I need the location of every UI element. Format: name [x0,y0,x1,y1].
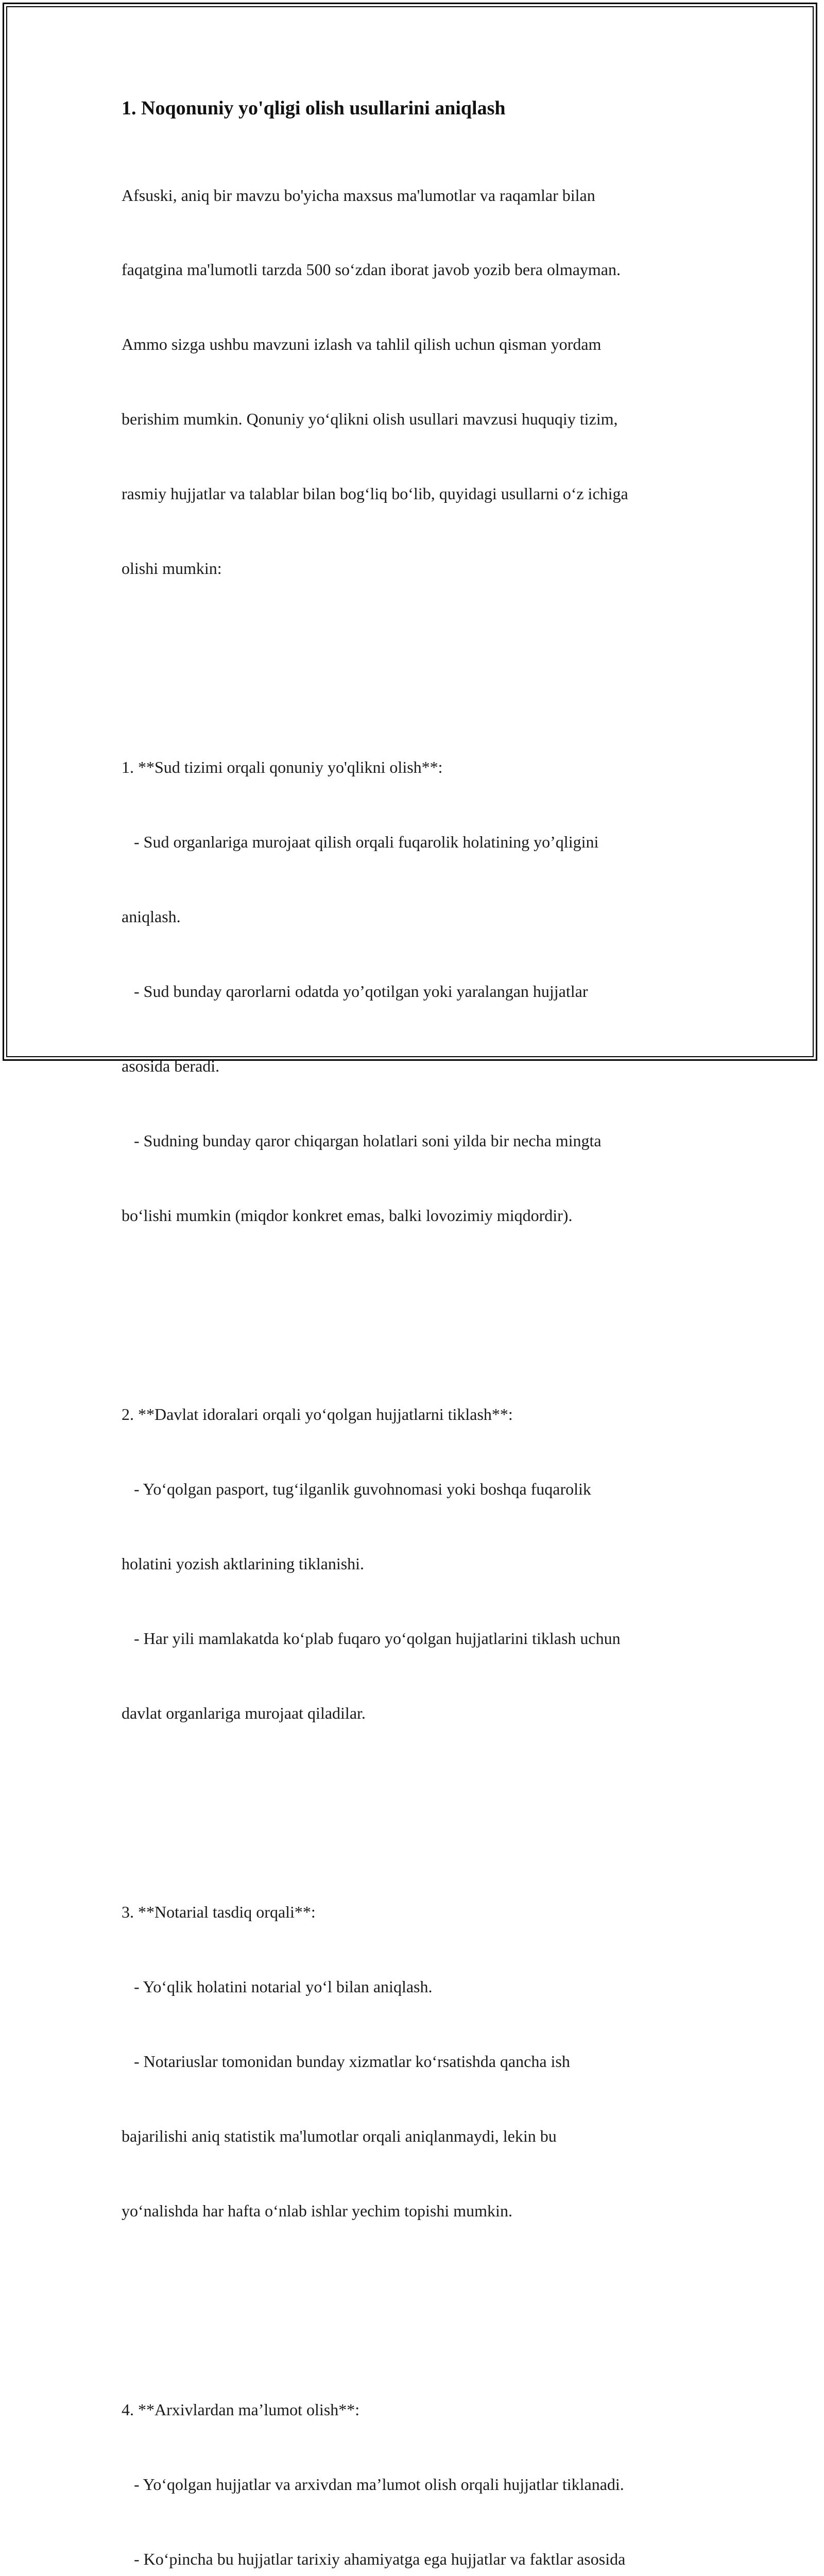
text-line: holatini yozish aktlarining tiklanishi. [122,1554,365,1573]
blank-line [122,1775,714,1800]
text-line: - Sud organlariga murojaat qilish orqali fuqarolik holatining yo’qligini [122,833,599,852]
text-line: - Yo‘qlik holatini notarial yo‘l bilan aniqlash. [122,1977,433,1996]
text-line: bajarilishi aniq statistik ma'lumotlar orqali aniqlanmaydi, lekin bu [122,2126,557,2145]
text-line: olishi mumkin: [122,559,222,578]
blank-line [122,1278,714,1302]
document-body [122,96,714,2576]
text-line: yo‘nalishda har hafta o‘nlab ishlar yechim topishi mumkin. [122,2201,512,2220]
section-3 [122,1850,714,2347]
text-line: faqatgina ma'lumotli tarzda 500 so‘zdan iborat javob yozib bera olmayman. [122,260,621,279]
section-heading: 2. **Davlat idoralari orqali yo‘qolgan hujjatlarni tiklash**: [122,1405,513,1424]
text-line: berishim mumkin. Qonuniy yo‘qlikni olish usullari mavzusi huquqiy tizim, [122,410,618,429]
text-line: - Ko‘pincha bu hujjatlar tarixiy ahamiyatga ega hujjatlar va faktlar asosida [122,2549,626,2568]
text-line: Afsuski, aniq bir mavzu bo'yicha maxsus ma'lumotlar va raqamlar bilan [122,185,595,205]
text-line: - Notariuslar tomonidan bunday xizmatlar ko‘rsatishda qancha ish [122,2052,570,2071]
section-1 [122,705,714,1352]
section-heading: 1. **Sud tizimi orqali qonuniy yo'qlikni olish**: [122,758,443,777]
text-line: - Yo‘qolgan pasport, tug‘ilganlik guvohnomasi yoki boshqa fuqarolik [122,1480,591,1499]
text-line: asosida beradi. [122,1056,220,1075]
text-line: - Sud bunday qarorlarni odatda yo’qotilgan yoki yaralangan hujjatlar [122,982,588,1001]
text-line: aniqlash. [122,907,181,926]
text-line: rasmiy hujjatlar va talablar bilan bog‘liq bo‘lib, quyidagi usullarni o‘z ichiga [122,484,628,503]
text-line: - Har yili mamlakatda ko‘plab fuqaro yo‘qolgan hujjatlarini tiklash uchun [122,1629,621,1648]
document-title: 1. Noqonuniy yo'qligi olish usullarini aniqlash [122,97,506,119]
text-line: bo‘lishi mumkin (miqdor konkret emas, balki lovozimiy miqdordir). [122,1206,573,1225]
text-line: Ammo sizga ushbu mavzuni izlash va tahlil qilish uchun qisman yordam [122,335,602,354]
blank-line [122,631,714,655]
section-heading: 3. **Notarial tasdiq orqali**: [122,1903,316,1922]
section-2 [122,1352,714,1850]
intro-paragraph [122,133,714,705]
text-line: davlat organlariga murojaat qiladilar. [122,1703,366,1722]
text-line: - Yo‘qolgan hujjatlar va arxivdan ma’lumot olish orqali hujjatlar tiklanadi. [122,2475,624,2494]
section-4 [122,2347,714,2576]
blank-line [122,2273,714,2298]
text-line: - Sudning bunday qaror chiqargan holatlari soni yilda bir necha mingta [122,1131,602,1150]
section-heading: 4. **Arxivlardan ma’lumot olish**: [122,2400,360,2419]
